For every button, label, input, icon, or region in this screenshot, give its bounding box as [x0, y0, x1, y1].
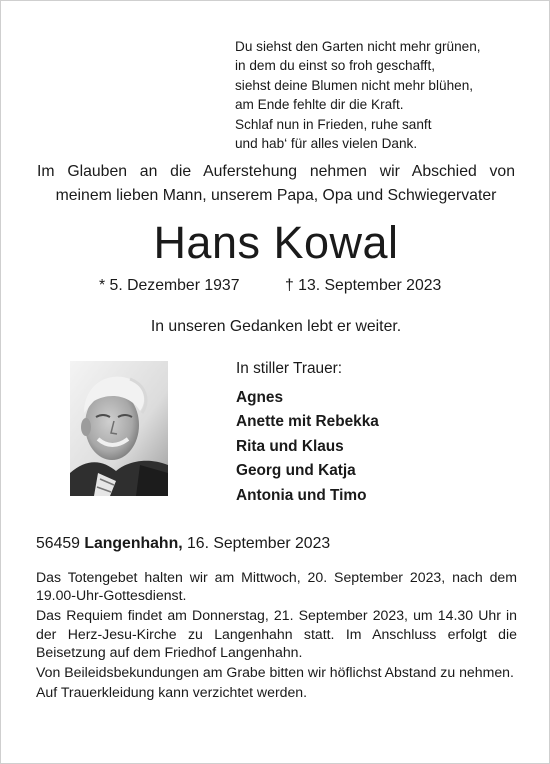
mourner-name: Rita und Klaus	[236, 437, 344, 455]
note-paragraph: Von Beileidsbekundungen am Grabe bitten wir höflichst Abstand zu nehmen.	[36, 664, 514, 681]
portrait-photo	[70, 361, 168, 496]
note-paragraph: Auf Trauerkleidung kann verzichtet werden.	[36, 684, 308, 701]
poem	[235, 37, 481, 153]
mourner-name: Antonia und Timo	[236, 486, 367, 504]
mourning-label: In stiller Trauer:	[236, 360, 343, 377]
birth-date: * 5. Dezember 1937	[99, 277, 240, 294]
note-paragraph: Das Totengebet halten wir am Mittwoch, 20. September 2023, nach dem 19.00-Uhr-Gottesdienst.	[36, 569, 517, 604]
town-name: Langenhahn,	[84, 535, 183, 552]
mourner-name: Georg und Katja	[236, 462, 356, 480]
intro-text	[37, 160, 515, 208]
poem-line: und hab‘ für alles vielen Dank.	[235, 136, 418, 152]
deceased-name: Hans Kowal	[153, 217, 399, 268]
poem-line: in dem du einst so froh geschafft,	[235, 58, 435, 74]
postal-code: 56459	[36, 535, 80, 552]
mourner-name: Anette mit Rebekka	[236, 413, 379, 431]
note-paragraph: Das Requiem findet am Donnerstag, 21. September 2023, um 14.30 Uhr in der Herz-Jesu-Kirche zu Langenhahn statt. Im Anschluss erfolgt die Beisetzung auf dem Friedhof Langenhahn.	[36, 607, 517, 660]
intro-line: Im Glauben an die Auferstehung nehmen wir Abschied von	[37, 163, 515, 180]
death-date: † 13. September 2023	[285, 277, 442, 294]
mourner-name: Agnes	[236, 389, 284, 406]
poem-line: am Ende fehlte dir die Kraft.	[235, 97, 404, 113]
mourner-list	[236, 386, 379, 508]
life-dates	[99, 276, 442, 296]
poem-line: Du siehst den Garten nicht mehr grünen,	[235, 39, 481, 54]
place-and-date	[36, 534, 330, 554]
service-notes	[36, 568, 517, 703]
poem-line: Schlaf nun in Frieden, ruhe sanft	[235, 116, 432, 132]
intro-line: meinem lieben Mann, unserem Papa, Opa und Schwiegervater	[55, 187, 497, 204]
poem-line: siehst deine Blumen nicht mehr blühen,	[235, 77, 474, 93]
memorial-phrase: In unseren Gedanken lebt er weiter.	[150, 318, 402, 335]
notice-date: 16. September 2023	[187, 535, 331, 552]
